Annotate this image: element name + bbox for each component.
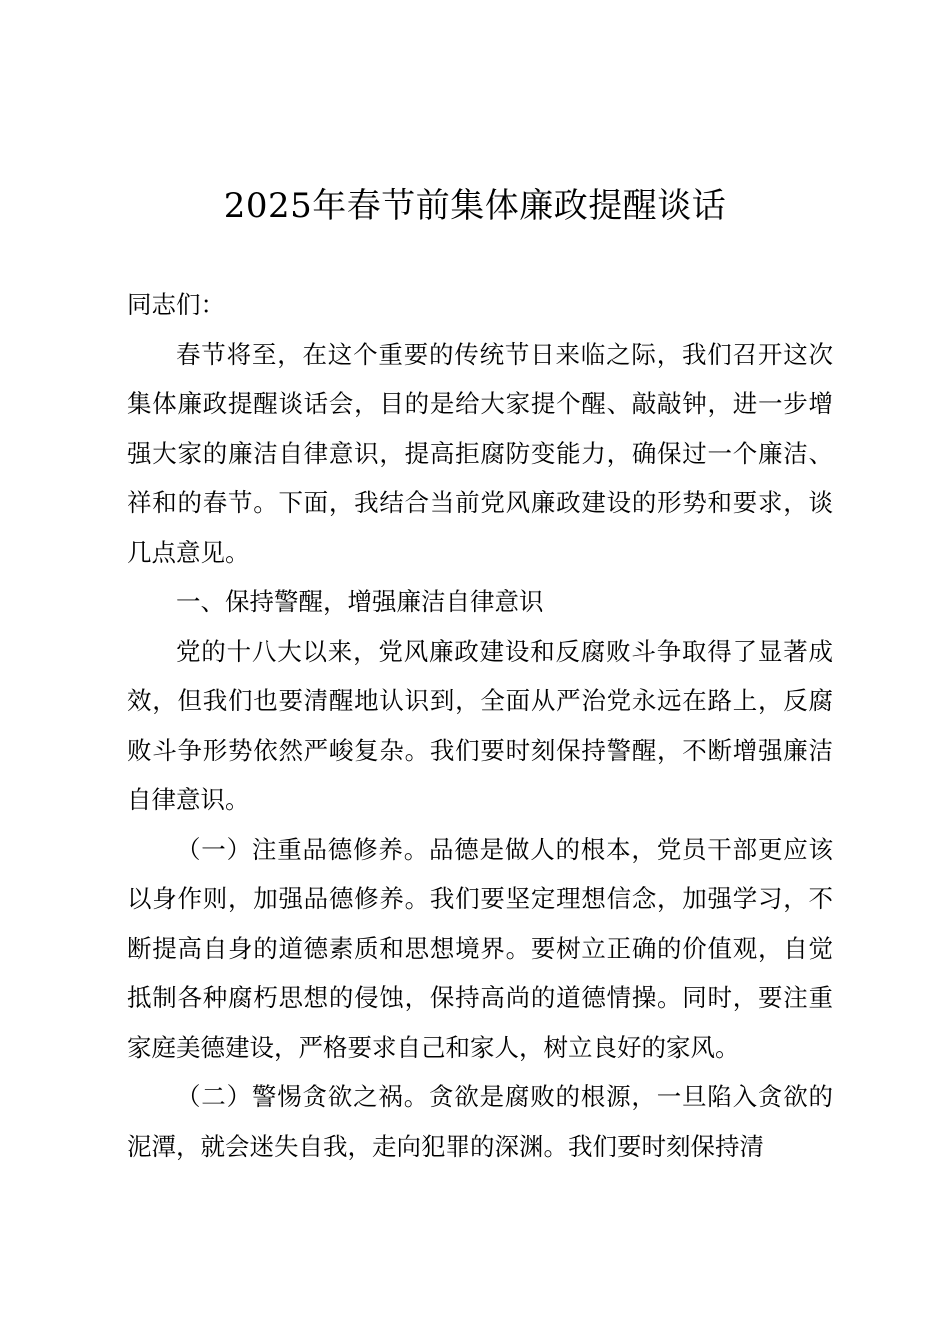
section-heading-1: 一、保持警醒，增强廉洁自律意识	[176, 587, 544, 616]
document-body	[127, 280, 833, 1171]
salutation: 同志们：	[127, 290, 225, 319]
paragraph-section-1: 党的十八大以来，党风廉政建设和反腐败斗争取得了显著成效，但我们也要清醒地认识到，全面从严治党永远在路上，反腐败斗争形势依然严峻复杂。我们要时刻保持警醒，不断增强廉洁自律意识。	[127, 636, 833, 814]
paragraph-subsection-1: （一）注重品德修养。品德是做人的根本，党员干部更应该以身作则，加强品德修养。我们要坚定理想信念，加强学习，不断提高自身的道德素质和思想境界。要树立正确的价值观，自觉抵制各种腐朽思想的侵蚀，保持高尚的道德情操。同时，要注重家庭美德建设，严格要求自己和家人，树立良好的家风。	[127, 834, 833, 1062]
paragraph-intro: 春节将至，在这个重要的传统节日来临之际，我们召开这次集体廉政提醒谈话会，目的是给大家提个醒、敲敲钟，进一步增强大家的廉洁自律意识，提高拒腐防变能力，确保过一个廉洁、祥和的春节。下面，我结合当前党风廉政建设的形势和要求，谈几点意见。	[127, 339, 833, 567]
paragraph-subsection-2: （二）警惕贪欲之祸。贪欲是腐败的根源，一旦陷入贪欲的泥潭，就会迷失自我，走向犯罪的深渊。我们要时刻保持清	[127, 1082, 833, 1161]
document-title: 2025年春节前集体廉政提醒谈话	[223, 186, 727, 226]
